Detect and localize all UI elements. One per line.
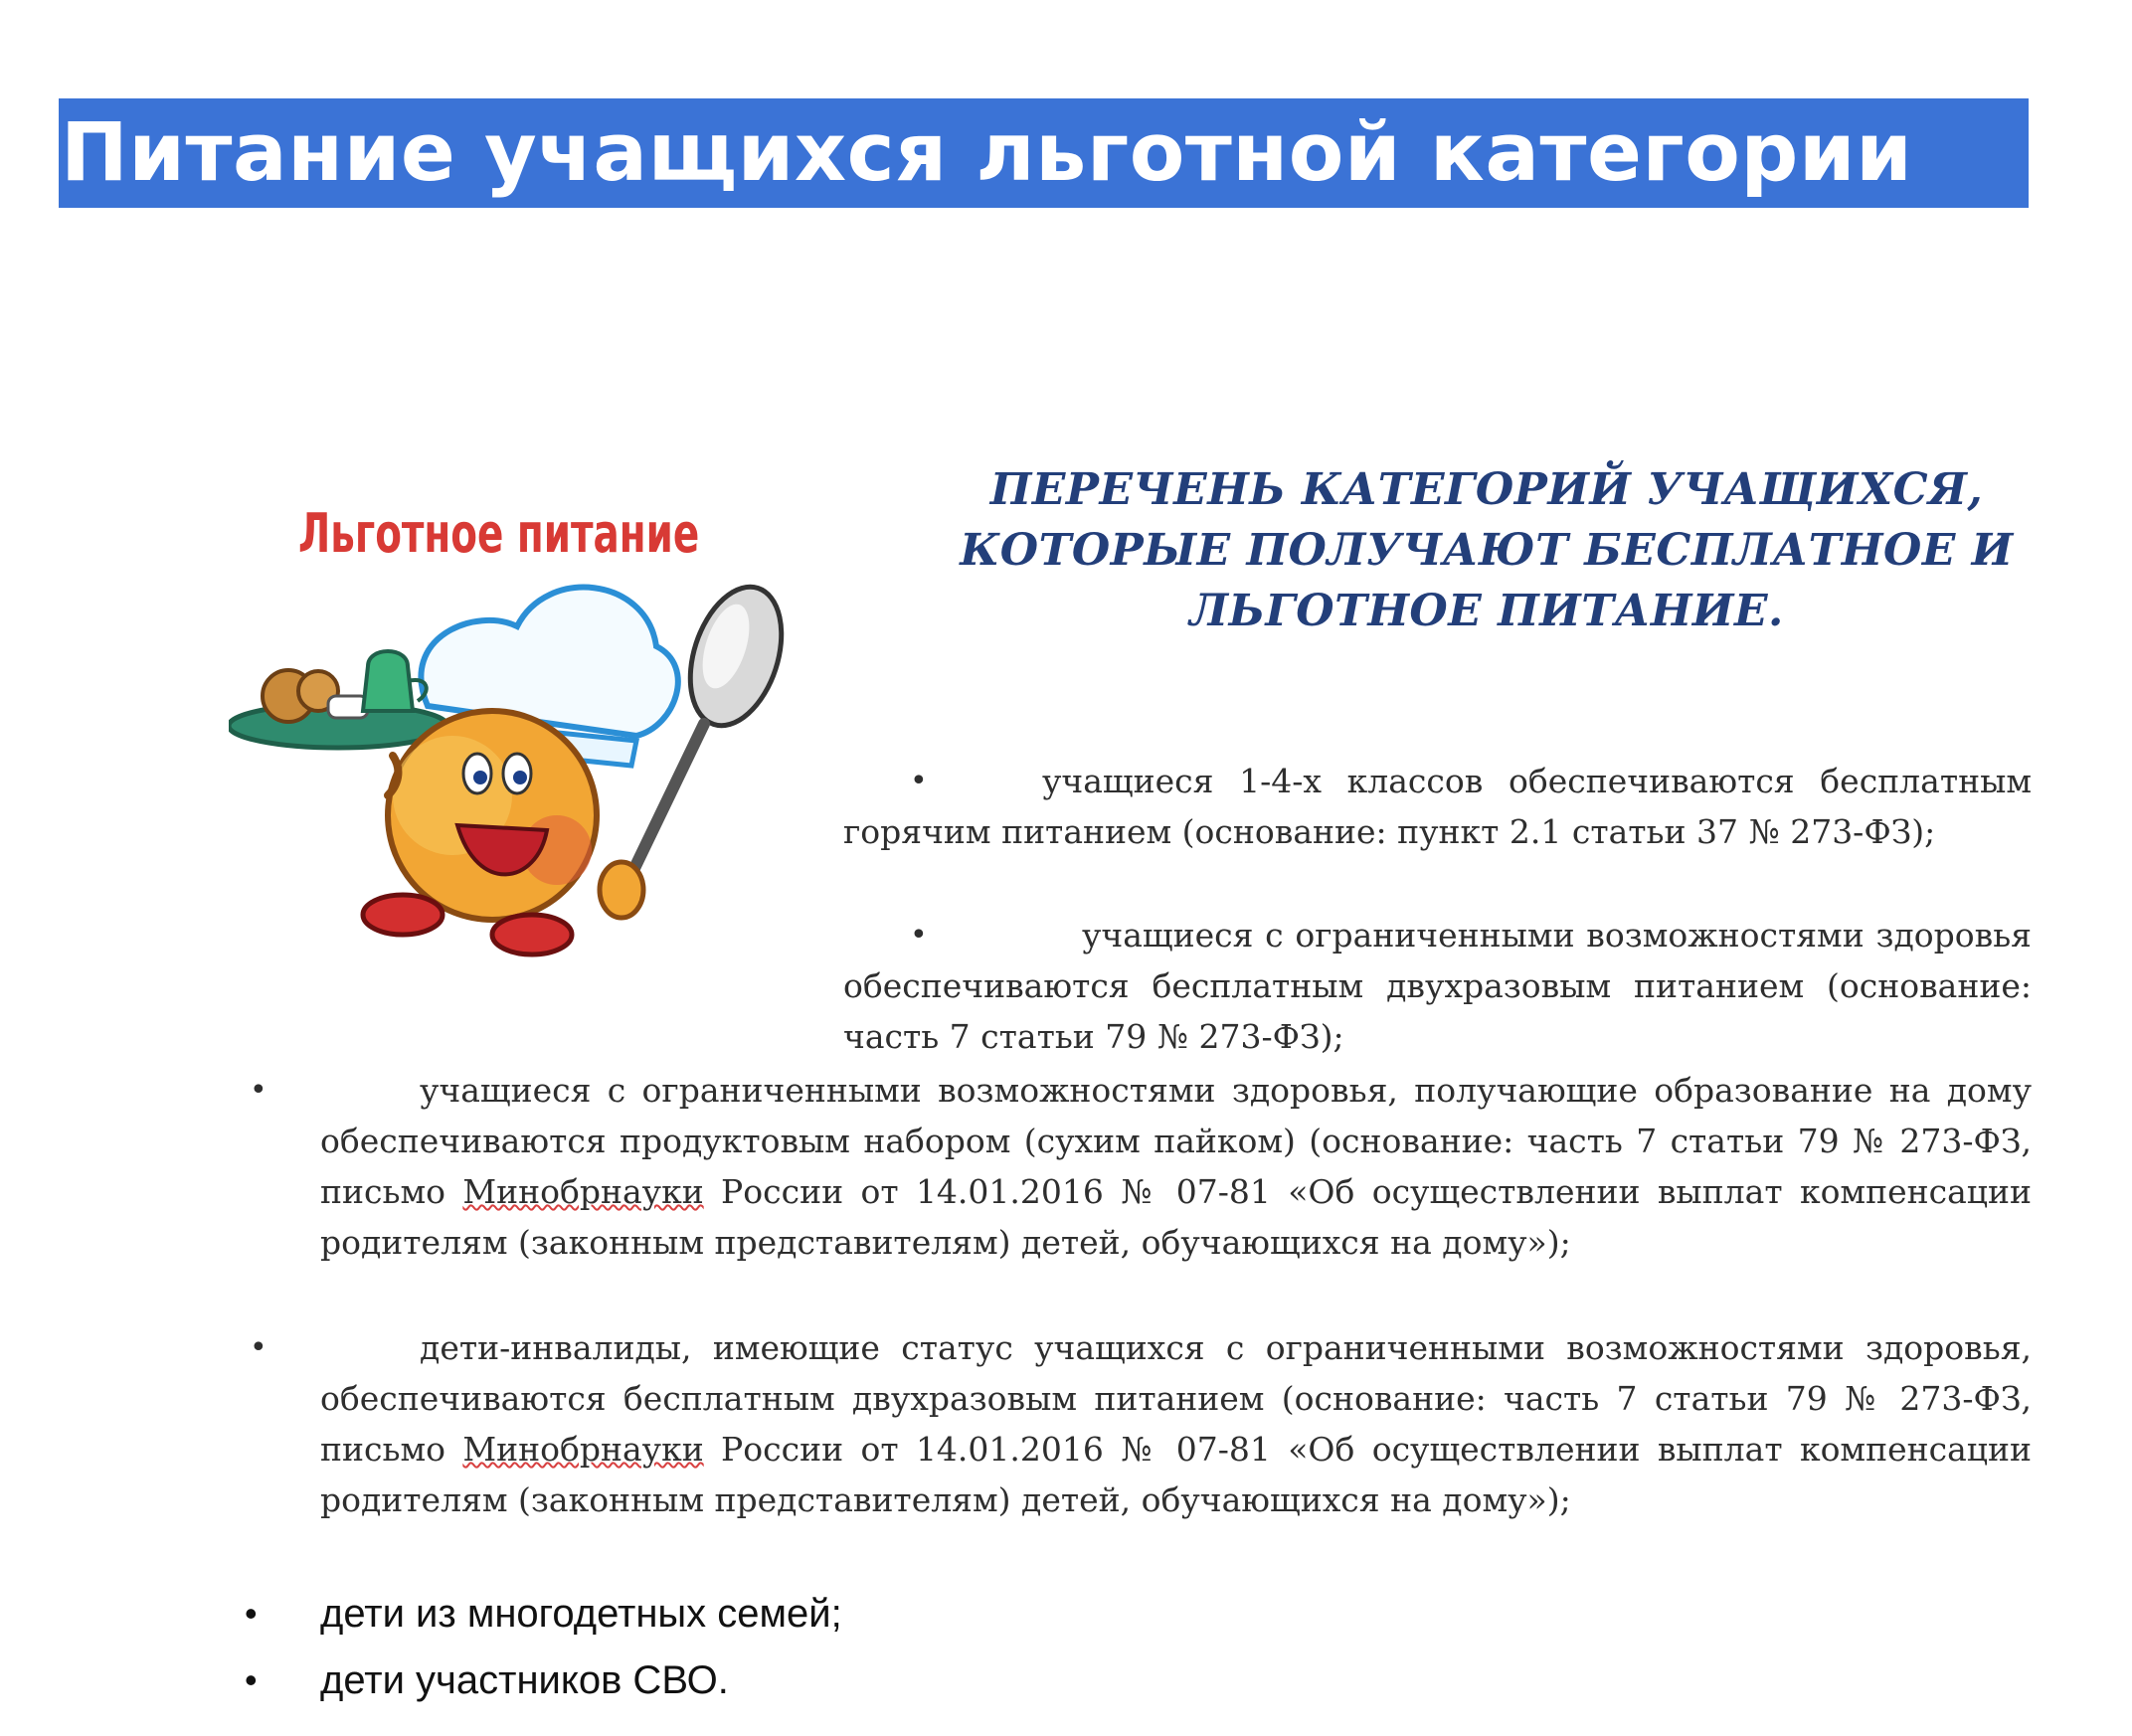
list-item-text: учащиеся 1-4-х классов обеспечиваются бесплатным горячим питанием (основание: пункт 2.1 статьи 37 № 273-ФЗ);: [843, 762, 2032, 851]
list-item: [250, 1322, 2032, 1525]
list-item-text: дети из многодетных семей;: [320, 1592, 842, 1636]
list-item: [245, 1584, 842, 1644]
list-item-text: учащиеся с ограниченными возможностями здоровья, получающие образование на дому обеспечиваются продуктовым набором (сухим пайком) (основание: часть 7 статьи 79 № 273-ФЗ, письмо: [320, 1071, 2032, 1211]
title-banner: [59, 98, 2029, 208]
chef-bun-with-tray-and-spoon-icon: [229, 497, 805, 974]
list-item-text: учащиеся с ограниченными возможностями здоровья обеспечиваются бесплатным двухразовым питанием (основание: часть 7 статьи 79 № 273-ФЗ);: [843, 916, 2032, 1056]
list-item-text: дети участников СВО.: [320, 1658, 729, 1702]
bullet-icon: •: [910, 918, 928, 953]
spellcheck-underlined-word: Минобрнауки: [462, 1430, 704, 1469]
illustration-title: Льготное питание: [298, 502, 700, 565]
page-title: Питание учащихся льготной категории: [61, 106, 1913, 200]
list-item-text: России от 14.01.2016 № 07-81 «Об осуществлении выплат компенсации родителям (законным представителям) детей, обучающихся на дому»);: [320, 1430, 2032, 1519]
spellcheck-underlined-word: Минобрнауки: [462, 1172, 704, 1211]
bullet-icon: •: [250, 1330, 267, 1365]
list-item: [843, 910, 2032, 1062]
bullet-icon: •: [910, 764, 928, 798]
list-heading-line-2: КОТОРЫЕ ПОЛУЧАЮТ БЕСПЛАТНОЕ И: [960, 525, 2014, 576]
list-item: [250, 1065, 2032, 1268]
list-item: [843, 756, 2032, 857]
bullet-icon: •: [245, 1593, 258, 1634]
list-item: [245, 1650, 729, 1710]
list-heading-line-3: ЛЬГОТНОЕ ПИТАНИЕ.: [1189, 586, 1784, 636]
list-heading-line-1: ПЕРЕЧЕНЬ КАТЕГОРИЙ УЧАЩИХСЯ,: [989, 464, 1984, 515]
bullet-icon: •: [245, 1659, 258, 1700]
list-item-text: России от 14.01.2016 № 07-81 «Об осуществлении выплат компенсации родителям (законным представителям) детей, обучающихся на дому»);: [320, 1172, 2032, 1262]
list-item-text: дети-инвалиды, имеющие статус учащихся с ограниченными возможностями здоровья, обеспечиваются бесплатным двухразовым питанием (основание: часть 7 статьи 79 № 273-ФЗ, письмо: [320, 1328, 2032, 1469]
list-heading: [875, 459, 2098, 641]
bullet-icon: •: [250, 1073, 267, 1108]
